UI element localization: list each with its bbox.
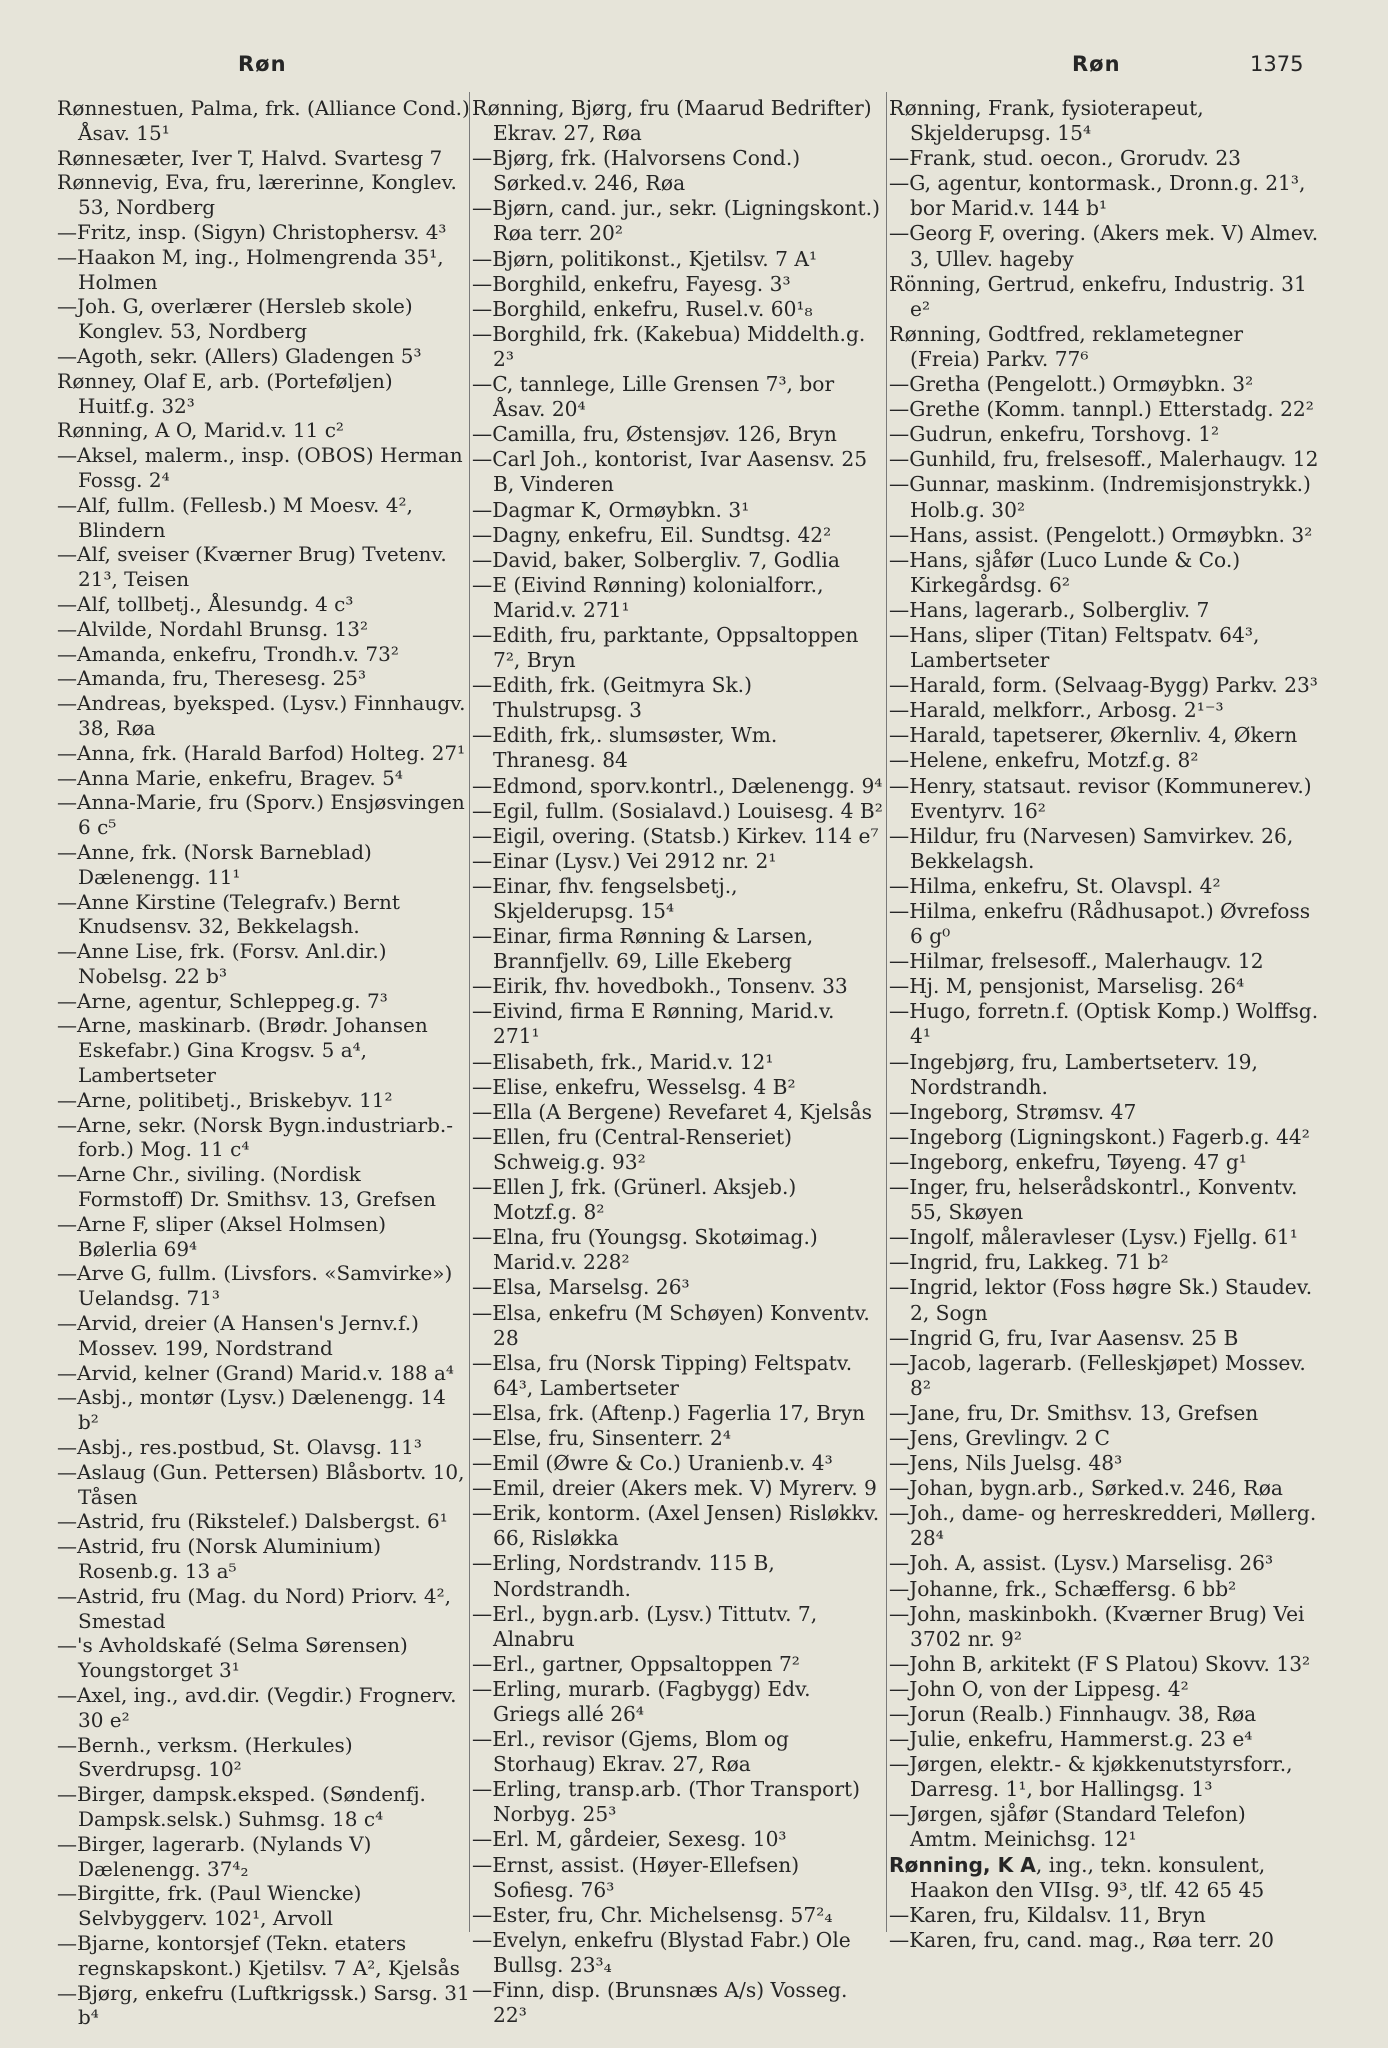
directory-entry: —Anna, frk. (Harald Barfod) Holteg. 27¹ — [57, 740, 466, 765]
directory-entry: —Emil (Øwre & Co.) Uranienb.v. 4³ — [472, 1451, 833, 1476]
directory-entry: Rønney, Olaf E, arb. (Porteføljen) Huitf.g. 32³ — [57, 368, 393, 418]
directory-entry: —Elsa, Marselsg. 26³ — [472, 1275, 690, 1300]
directory-entry: —Borghild, enkefru, Fayesg. 3³ — [472, 271, 791, 296]
directory-entry: —Amanda, enkefru, Trondh.v. 73² — [57, 641, 399, 666]
directory-entry: —Borghild, frk. (Kakebua) Middelth.g. 2³ — [472, 321, 866, 371]
directory-entry: —Erling, murarb. (Fagbygg) Edv. Griegs allé 26⁴ — [472, 1676, 811, 1726]
directory-entry: —Edith, fru, parktante, Oppsaltoppen 7², Bryn — [472, 622, 859, 673]
directory-entry: —Ingrid, fru, Lakkeg. 71 b² — [889, 1250, 1169, 1275]
directory-entry: —E (Eivind Rønning) kolonialforr., Marid.v. 271¹ — [472, 572, 824, 622]
directory-entry: —Anna-Marie, fru (Sporv.) Ensjøsvingen 6 c⁵ — [57, 790, 465, 840]
directory-entry: —Gudrun, enkefru, Torshovg. 1² — [889, 422, 1220, 447]
directory-entry: —Eigil, overing. (Statsb.) Kirkev. 114 e⁷ — [472, 823, 879, 848]
page-header — [0, 52, 1388, 86]
directory-entry: —Erl., bygn.arb. (Lysv.) Tittutv. 7, Alnabru — [472, 1601, 818, 1651]
directory-entry: —Arne, politibetj., Briskebyv. 11² — [57, 1087, 393, 1112]
directory-entry: —Ellen J, frk. (Grünerl. Aksjeb.) Motzf.g. 8² — [472, 1175, 797, 1225]
directory-entry: —Hugo, forretn.f. (Optisk Komp.) Wolffsg. 4¹ — [889, 999, 1319, 1049]
directory-entry: —Dagny, enkefru, Eil. Sundtsg. 42² — [472, 522, 832, 547]
directory-entry: —Arne, sekr. (Norsk Bygn.industriarb.-forb.) Mog. 11 c⁴ — [57, 1112, 454, 1162]
directory-entry: —Carl Joh., kontorist, Ivar Aasensv. 25 B, Vinderen — [472, 447, 868, 497]
directory-entry: —Haakon M, ing., Holmengrenda 35¹, Holmen — [57, 244, 444, 294]
directory-entry: —Ingeborg, Strømsv. 47 — [889, 1099, 1137, 1124]
directory-entry: —Astrid, fru (Mag. du Nord) Priorv. 4², Smestad — [57, 1583, 452, 1633]
directory-entry: —Hilmar, frelsesoff., Malerhaugv. 12 — [889, 949, 1264, 974]
directory-entry: —Julie, enkefru, Hammerst.g. 23 e⁴ — [889, 1727, 1253, 1752]
directory-entry: —John O, von der Lippesg. 4² — [889, 1676, 1189, 1701]
directory-entry: —Hans, lagerarb., Solbergliv. 7 — [889, 597, 1210, 622]
directory-entry: —G, agentur, kontormask., Dronn.g. 21³, bor Marid.v. 144 b¹ — [889, 171, 1306, 221]
directory-entry: —Hildur, fru (Narvesen) Samvirkev. 26, Bekkelagsh. — [889, 823, 1294, 873]
directory-entry: —Amanda, fru, Theresesg. 25³ — [57, 666, 367, 691]
directory-entry: —Jorun (Realb.) Finnhaugv. 38, Røa — [889, 1702, 1257, 1726]
directory-entry: —Elsa, enkefru (M Schøyen) Konventv. 28 — [472, 1300, 870, 1350]
directory-entry: —Bjørg, enkefru (Luftkrigssk.) Sarsg. 31 b⁴ — [57, 1980, 470, 2030]
directory-entry: —Dagmar K, Ormøybkn. 3¹ — [472, 497, 750, 522]
directory-entry: —Hans, sjåfør (Luco Lunde & Co.) Kirkegårdsg. 6² — [889, 547, 1241, 597]
directory-entry: —Erik, kontorm. (Axel Jensen) Risløkkv. 66, Risløkka — [472, 1501, 880, 1551]
directory-entry: —Edith, frk. (Geitmyra Sk.) Thulstrupsg. 3 — [472, 673, 752, 723]
directory-entry: —Arvid, dreier (A Hansen's Jernv.f.) Mossev. 199, Nordstrand — [57, 1311, 419, 1360]
directory-entry: —Astrid, fru (Rikstelef.) Dalsbergst. 6¹ — [57, 1509, 448, 1534]
directory-entry: —Elise, enkefru, Wesselsg. 4 B² — [472, 1074, 796, 1099]
directory-entry: —Aksel, malerm., insp. (OBOS) Herman Fossg. 2⁴ — [57, 443, 463, 492]
directory-entry: —Jens, Nils Juelsg. 48³ — [889, 1451, 1123, 1476]
bold-entry-name: Rønning, K A — [889, 1852, 1036, 1877]
directory-entry: —Edith, frk,. slumsøster, Wm. Thranesg. 84 — [472, 723, 778, 773]
column-divider — [886, 92, 887, 1932]
directory-entry: —Elna, fru (Youngsg. Skotøimag.) Marid.v. 228² — [472, 1225, 818, 1275]
directory-entry: —Birger, dampsk.eksped. (Søndenfj. Dampsk.selsk.) Suhmsg. 18 c⁴ — [57, 1782, 426, 1831]
directory-entry: —Hj. M, pensjonist, Marselisg. 26⁴ — [889, 974, 1245, 999]
directory-entry: Rönning, Gertrud, enkefru, Industrig. 31 e² — [889, 271, 1307, 321]
directory-entry: —Gretha (Pengelott.) Ormøybkn. 3² — [889, 372, 1254, 397]
directory-entry: —Joh., dame- og herreskredderi, Møllerg. 28⁴ — [889, 1501, 1317, 1551]
directory-entry: —Helene, enkefru, Motzf.g. 8² — [889, 748, 1199, 773]
directory-entry: —Erling, Nordstrandv. 115 B, Nordstrandh. — [472, 1551, 775, 1601]
directory-entry: —Edmond, sporv.kontrl., Dælenengg. 9⁴ — [472, 773, 883, 798]
directory-entry: —Elsa, frk. (Aftenp.) Fagerlia 17, Bryn — [472, 1400, 866, 1425]
right-running-head: Røn — [1072, 52, 1121, 76]
directory-entry: Rønning, Frank, fysioterapeut, Skjelderupsg. 15⁴ — [889, 96, 1204, 146]
directory-entry: —Anne Kirstine (Telegrafv.) Bernt Knudsensv. 32, Bekkelagsh. — [57, 889, 400, 939]
directory-entry: —Jørgen, elektr.- & kjøkkenutstyrsforr., Darresg. 1¹, bor Hallingsg. 1³ — [889, 1752, 1293, 1802]
directory-entry: —Else, fru, Sinsenterr. 2⁴ — [472, 1425, 731, 1450]
directory-entry: —Bjørn, cand. jur., sekr. (Ligningskont.) Røa terr. 20² — [472, 196, 880, 246]
directory-entry: —Birgitte, frk. (Paul Wiencke) Selvbyggerv. 102¹, Arvoll — [57, 1881, 362, 1931]
directory-entry: —Erl., gartner, Oppsaltoppen 7² — [472, 1651, 800, 1676]
directory-entry: —Eivind, firma E Rønning, Marid.v. 271¹ — [472, 999, 835, 1049]
directory-entry: —Karen, fru, cand. mag., Røa terr. 20 — [889, 1927, 1274, 1952]
directory-entry: Rønnesæter, Iver T, Halvd. Svartesg 7 — [57, 145, 443, 170]
directory-entry: —Asbj., res.postbud, St. Olavsg. 11³ — [57, 1435, 422, 1460]
directory-entry: —John, maskinbokh. (Kværner Brug) Vei 3702 nr. 9² — [889, 1601, 1305, 1651]
directory-entry: —Erl., revisor (Gjems, Blom og Storhaug) Ekrav. 27, Røa — [472, 1727, 789, 1777]
directory-entry: —Agoth, sekr. (Allers) Gladengen 5³ — [57, 343, 422, 368]
directory-entry: —Einar, firma Rønning & Larsen, Brannfjellv. 69, Lille Ekeberg — [472, 924, 814, 974]
directory-entry: —Anne, frk. (Norsk Barneblad) Dælenengg. 11¹ — [57, 839, 372, 889]
directory-entry: —Bernh., verksm. (Herkules) Sverdrupsg. 10² — [57, 1732, 353, 1782]
directory-entry: —Camilla, fru, Østensjøv. 126, Bryn — [472, 422, 837, 447]
directory-entry: —Jacob, lagerarb. (Felleskjøpet) Mossev. 8² — [889, 1350, 1306, 1400]
directory-entry: —Ingeborg (Ligningskont.) Fagerb.g. 44² — [889, 1124, 1310, 1149]
directory-entry: —David, baker, Solbergliv. 7, Godlia — [472, 547, 840, 572]
directory-entry: Rønning, K A, ing., tekn. konsulent, Haakon den VIIsg. 9³, tlf. 42 65 45 — [889, 1852, 1266, 1902]
left-running-head: Røn — [238, 52, 287, 76]
directory-entry: —Bjarne, kontorsjef (Tekn. etaters regnskapskont.) Kjetilsv. 7 A², Kjelsås — [57, 1930, 460, 1980]
directory-entry: —Alvilde, Nordahl Brunsg. 13² — [57, 616, 369, 641]
directory-entry: —Gunnar, maskinm. (Indremisjonstrykk.) Holb.g. 30² — [889, 472, 1311, 522]
directory-entry: —Joh. G, overlærer (Hersleb skole) Konglev. 53, Nordberg — [57, 294, 413, 344]
directory-entry: —Arve G, fullm. (Livsfors. «Samvirke») Uelandsg. 71³ — [57, 1261, 453, 1311]
page-number: 1375 — [1250, 52, 1304, 76]
directory-entry: —Karen, fru, Kildalsv. 11, Bryn — [889, 1902, 1206, 1927]
directory-entry: —Ester, fru, Chr. Michelsensg. 57²₄ — [472, 1902, 833, 1927]
directory-entry: —Alf, sveiser (Kværner Brug) Tvetenv. 21³, Teisen — [57, 542, 447, 592]
directory-entry: —Hilma, enkefru, St. Olavspl. 4² — [889, 873, 1221, 898]
directory-entry: —Hilma, enkefru (Rådhusapot.) Øvrefoss 6 g⁰ — [889, 899, 1311, 949]
directory-entry: —Aslaug (Gun. Pettersen) Blåsbortv. 10, Tåsen — [57, 1459, 465, 1509]
directory-entry: —Ella (A Bergene) Revefaret 4, Kjelsås — [472, 1099, 873, 1124]
directory-entry: —Jens, Grevlingv. 2 C — [889, 1425, 1110, 1450]
directory-entry: —Bjørn, politikonst., Kjetilsv. 7 A¹ — [472, 246, 818, 271]
directory-entry: —Bjørg, frk. (Halvorsens Cond.) Sørked.v. 246, Røa — [472, 146, 801, 196]
directory-entry: —Elsa, fru (Norsk Tipping) Feltspatv. 64³, Lambertseter — [472, 1350, 853, 1400]
directory-entry: —C, tannlege, Lille Grensen 7³, bor Åsav. 20⁴ — [472, 372, 835, 422]
directory-entry: Rønning, Bjørg, fru (Maarud Bedrifter) Ekrav. 27, Røa — [472, 96, 872, 146]
directory-entry: —Harald, form. (Selvaag-Bygg) Parkv. 23³ — [889, 673, 1318, 698]
directory-entry: Rønning, A O, Marid.v. 11 c² — [57, 418, 344, 443]
directory-entry: —Harald, tapetserer, Økernliv. 4, Økern — [889, 723, 1298, 748]
directory-entry: —Joh. A, assist. (Lysv.) Marselisg. 26³ — [889, 1551, 1274, 1576]
directory-entry: —Johanne, frk., Schæffersg. 6 bb² — [889, 1576, 1237, 1601]
directory-entry: —Asbj., montør (Lysv.) Dælenengg. 14 b² — [57, 1385, 446, 1435]
directory-entry: —Einar, fhv. fengselsbetj., Skjelderupsg. 15⁴ — [472, 873, 738, 923]
directory-entry: —Anne Lise, frk. (Forsv. Anl.dir.) Nobelsg. 22 b³ — [57, 939, 387, 988]
directory-entry: —Hans, sliper (Titan) Feltspatv. 64³, Lambertseter — [889, 622, 1260, 673]
directory-entry: —Ingrid G, fru, Ivar Aasensv. 25 B — [889, 1325, 1239, 1350]
directory-entry: —Jane, fru, Dr. Smithsv. 13, Grefsen — [889, 1400, 1259, 1425]
directory-entry: —Jørgen, sjåfør (Standard Telefon) Amtm. Meinichsg. 12¹ — [889, 1802, 1246, 1852]
directory-entry: —Elisabeth, frk., Marid.v. 12¹ — [472, 1049, 774, 1074]
directory-entry: —Fritz, insp. (Sigyn) Christophersv. 4³ — [57, 219, 447, 244]
directory-entry: —Ingolf, måleravleser (Lysv.) Fjellg. 61¹ — [889, 1225, 1298, 1250]
directory-entry: —Arne, agentur, Schleppeg.g. 7³ — [57, 988, 388, 1013]
directory-entry: Rønning, Godtfred, reklametegner (Freia) Parkv. 77⁶ — [889, 321, 1244, 371]
directory-entry: —Erling, transp.arb. (Thor Transport) Norbyg. 25³ — [472, 1777, 860, 1827]
directory-entry: —Grethe (Komm. tannpl.) Etterstadg. 22² — [889, 397, 1314, 422]
directory-entry: —Emil, dreier (Akers mek. V) Myrerv. 9 — [472, 1476, 877, 1501]
directory-entry: —Henry, statsaut. revisor (Kommunerev.) Eventyrv. 16² — [889, 773, 1312, 823]
directory-entry: —Andreas, byeksped. (Lysv.) Finnhaugv. 38, Røa — [57, 691, 466, 740]
directory-entry: —'s Avholdskafé (Selma Sørensen) Youngstorget 3¹ — [57, 1633, 408, 1683]
directory-entry: —Einar (Lysv.) Vei 2912 nr. 2¹ — [472, 848, 777, 873]
directory-column-1 — [57, 96, 471, 2036]
directory-entry: —Ingeborg, enkefru, Tøyeng. 47 g¹ — [889, 1149, 1247, 1174]
directory-entry: —Borghild, enkefru, Rusel.v. 60¹₈ — [472, 296, 813, 321]
directory-entry: —Finn, disp. (Brunsnæs A/s) Vosseg. 22³ — [472, 1978, 848, 2028]
directory-entry: —Anna Marie, enkefru, Bragev. 5⁴ — [57, 765, 403, 790]
directory-entry: —Eirik, fhv. hovedbokh., Tonsenv. 33 — [472, 974, 848, 999]
directory-entry: —Frank, stud. oecon., Grorudv. 23 — [889, 146, 1242, 171]
directory-column-3 — [889, 96, 1319, 2036]
directory-entry: —Ingebjørg, fru, Lambertseterv. 19, Nordstrandh. — [889, 1049, 1258, 1099]
directory-entry: Rønnevig, Eva, fru, lærerinne, Konglev. 53, Nordberg — [57, 170, 457, 220]
directory-entry: —Axel, ing., avd.dir. (Vegdir.) Frognerv. 30 e² — [57, 1683, 457, 1732]
directory-entry: —Harald, melkforr., Arbosg. 2¹⁻³ — [889, 698, 1224, 723]
directory-entry: —Arne, maskinarb. (Brødr. Johansen Eskefabr.) Gina Krogsv. 5 a⁴, Lambertseter — [57, 1013, 428, 1088]
directory-entry: —Arne F, sliper (Aksel Holmsen) Bølerlia 69⁴ — [57, 1211, 387, 1261]
directory-entry: —Ingrid, lektor (Foss høgre Sk.) Staudev. 2, Sogn — [889, 1275, 1313, 1325]
directory-entry: —Alf, tollbetj., Ålesundg. 4 c³ — [57, 591, 354, 616]
directory-entry: Rønnestuen, Palma, frk. (Alliance Cond.) Åsav. 15¹ — [57, 96, 470, 145]
directory-entry: —Astrid, fru (Norsk Aluminium) Rosenb.g. 13 a⁵ — [57, 1534, 382, 1584]
directory-entry: —John B, arkitekt (F S Platou) Skovv. 13² — [889, 1651, 1311, 1676]
directory-entry: —Arne Chr., siviling. (Nordisk Formstoff) Dr. Smithsv. 13, Grefsen — [57, 1162, 436, 1212]
directory-entry: —Birger, lagerarb. (Nylands V) Dælenengg. 37⁴₂ — [57, 1831, 372, 1881]
directory-entry: —Gunhild, fru, frelsesoff., Malerhaugv. 12 — [889, 447, 1319, 472]
directory-entry: —Ernst, assist. (Høyer-Ellefsen) Sofiesg. 76³ — [472, 1852, 800, 1902]
directory-entry: —Ellen, fru (Central-Renseriet) Schweig.g. 93² — [472, 1124, 793, 1174]
directory-entry: —Evelyn, enkefru (Blystad Fabr.) Ole Bullsg. 23³₄ — [472, 1927, 851, 1977]
directory-entry: —Egil, fullm. (Sosialavd.) Louisesg. 4 B² — [472, 798, 883, 823]
directory-entry: —Erl. M, gårdeier, Sexesg. 10³ — [472, 1827, 787, 1852]
directory-column-2 — [472, 96, 884, 2036]
directory-entry: —Johan, bygn.arb., Sørked.v. 246, Røa — [889, 1476, 1283, 1501]
directory-entry: —Inger, fru, helserådskontrl., Konventv. 55, Skøyen — [889, 1175, 1298, 1225]
directory-entry: —Georg F, overing. (Akers mek. V) Almev. 3, Ullev. hageby — [889, 221, 1319, 271]
directory-entry: —Alf, fullm. (Fellesb.) M Moesv. 4², Blindern — [57, 492, 413, 542]
directory-entry: —Hans, assist. (Pengelott.) Ormøybkn. 3² — [889, 522, 1313, 547]
directory-entry: —Arvid, kelner (Grand) Marid.v. 188 a⁴ — [57, 1360, 454, 1385]
